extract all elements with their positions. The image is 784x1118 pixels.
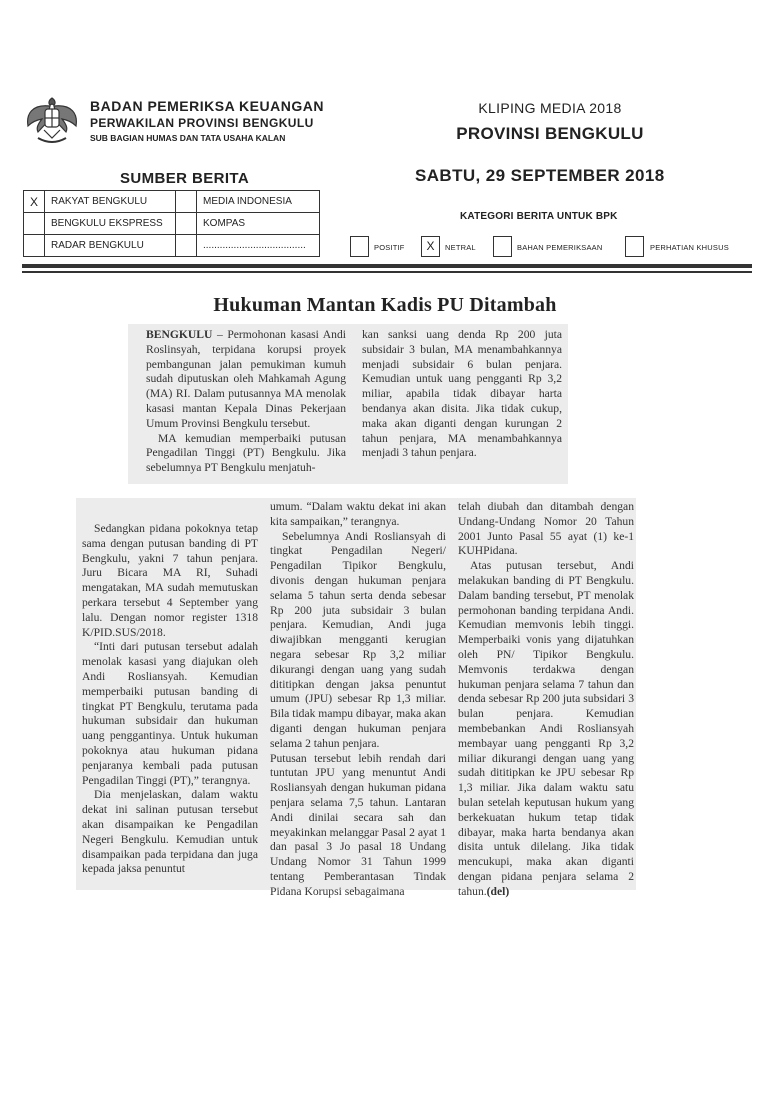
source-mark bbox=[24, 213, 45, 235]
article-paragraph: telah diubah dan ditambah dengan Undang-Undang Nomor 20 Tahun 2001 Junto Pasal 55 ayat (1) ke-1 KUHPidana. bbox=[458, 500, 634, 558]
article-headline: Hukuman Mantan Kadis PU Ditambah bbox=[213, 294, 557, 316]
source-mark bbox=[24, 235, 45, 257]
article-clip-top bbox=[128, 324, 568, 484]
source-row bbox=[24, 235, 320, 257]
category-label-netral: NETRAL bbox=[445, 243, 476, 252]
article-paragraph: MA kemudian memperbaiki putusan Pengadilan Tinggi (PT) Bengkulu. Jika sebelumnya PT Bengkulu menjatuh- bbox=[146, 431, 346, 475]
category-label-bahan-pemeriksaan: BAHAN PEMERIKSAAN bbox=[517, 243, 603, 252]
category-checkbox-bahan-pemeriksaan[interactable] bbox=[493, 236, 512, 257]
article-paragraph: Sebelumnya Andi Rosliansyah di tingkat Pengadilan Negeri/ Pengadilan Tipikor Bengkulu, divonis dengan hukuman penjara selama 5 tahun serta denda sebesar Rp 200 juta subsidair 3 bulan penjara. Kemudian, Andi juga diwajibkan mengganti kerugian negara sebesar Rp 3,2 miliar dikurangi dengan uang yang sudah dititipkan dengan jaksa penuntut umum (JPU) sebesar Rp 1,3 miliar. Bila tidak mampu dibayar, maka akan diganti dengan hukuman penjara selama 2 tahun penjara. bbox=[270, 529, 446, 750]
article-paragraph: umum. “Dalam waktu dekat ini akan kita sampaikan,” terangnya. bbox=[270, 500, 446, 528]
source-label: SUMBER BERITA bbox=[120, 170, 250, 187]
source-mark: X bbox=[24, 191, 45, 213]
kliping-title: KLIPING MEDIA 2018 bbox=[478, 100, 622, 116]
article-paragraph: – Permohonan kasasi Andi Roslinsyah, terpidana korupsi proyek pembangunan jalan pemukiman kumuh sudah diputuskan oleh Mahkamah Agung (MA) RI. Dalam putusannya MA menolak kasasi mantan Kepala Dinas Pekerjaan Umum Provinsi Bengkulu tersebut. bbox=[146, 328, 346, 430]
category-label-perhatian-khusus: PERHATIAN KHUSUS bbox=[650, 243, 729, 252]
source-mark bbox=[176, 213, 197, 235]
article-column bbox=[362, 328, 562, 461]
article-paragraph: Atas putusan tersebut, Andi melakukan banding di PT Bengkulu. Dalam banding tersebut, PT menolak permohonan banding terpidana Andi. Kemudian memvonis lebih tinggi. Memperbaiki vonis yang dijatuhkan oleh PN/ Tipikor Bengkulu. Memvonis terdakwa dengan hukuman penjara selama 7 tahun dan denda sebesar Rp 200 juta subsidari 3 bulan penjara. Kemudian membebankan Andi Rosliansyah membayar uang pengganti Rp 3,2 miliar dikurangi dengan uang yang sudah dititipkan ke JPU sebesar Rp 1,3 miliar. Jika dalam waktu satu bulan setelah keputusan hukum yang berkekuatan hukum tetap tidak dibayar, maka harta bendanya akan disita untuk dilelang. Jika tidak mencukupi, maka akan diganti dengan pidana penjara selama 2 tahun. bbox=[458, 559, 634, 898]
source-name: MEDIA INDONESIA bbox=[197, 191, 320, 213]
article-column bbox=[146, 328, 346, 476]
source-name: BENGKULU EKSPRESS bbox=[45, 213, 176, 235]
category-label: KATEGORI BERITA UNTUK BPK bbox=[460, 211, 618, 222]
source-mark bbox=[176, 235, 197, 257]
category-checkbox-perhatian-khusus[interactable] bbox=[625, 236, 644, 257]
source-name: RADAR BENGKULU bbox=[45, 235, 176, 257]
article-paragraph: Putusan tersebut lebih rendah dari tuntutan JPU yang menuntut Andi Rosliansyah dengan hukuman pidana penjara selama 7,5 tahun. Lantaran Andi dinilai secara sah dan meyakinkan melanggar Pasal 2 ayat 1 dan pasal 3 Jo pasal 18 Undang Undang Nomor 31 Tahun 1999 tentang Pemberantasan Tindak Pidana Korupsi sebagaimana bbox=[270, 751, 446, 898]
header-divider bbox=[22, 264, 752, 268]
category-label-positif: POSITIF bbox=[374, 243, 405, 252]
source-row bbox=[24, 213, 320, 235]
source-name: RAKYAT BENGKULU bbox=[45, 191, 176, 213]
header-divider bbox=[22, 271, 752, 273]
province-title: PROVINSI BENGKULU bbox=[456, 124, 644, 143]
article-column bbox=[458, 500, 634, 900]
organization-block bbox=[90, 98, 324, 143]
source-mark bbox=[176, 191, 197, 213]
article-paragraph: “Inti dari putusan tersebut adalah menolak kasasi yang diajukan oleh Andi Rosliansyah. Kemudian memperbaiki putusan banding di tingkat PT Bengkulu, terutama pada hukuman subsidair dan hukuman uang penggantinya. Untuk hukuman pokoknya atau hukuman pidana penjaranya kembali pada putusan Pengadilan Tinggi (PT),” terangnya. bbox=[82, 640, 258, 787]
article-paragraph: Dia menjelaskan, dalam waktu dekat ini salinan putusan tersebut akan disampaikan ke Pengadilan Negeri Bengkulu. Kemudian untuk disampaikan pada terpidana dan juga kepada jaksa penuntut bbox=[82, 788, 258, 876]
category-checkbox-positif[interactable] bbox=[350, 236, 369, 257]
article-signoff: (del) bbox=[486, 884, 510, 898]
org-subdivision: SUB BAGIAN HUMAS DAN TATA USAHA KALAN bbox=[90, 133, 286, 143]
kliping-block bbox=[420, 100, 680, 144]
org-branch: PERWAKILAN PROVINSI BENGKULU bbox=[90, 116, 314, 130]
source-name: ..................................... bbox=[197, 235, 320, 257]
article-column bbox=[270, 500, 446, 900]
news-source-table bbox=[23, 190, 320, 257]
article-paragraph: Sedangkan pidana pokoknya tetap sama dengan putusan banding di PT Bengkulu, yakni 7 tahun penjara. Juru Bicara MA RI, Suhadi mengatakan, MA sudah memutuskan perkara tersebut 4 September yang lalu. Dengan nomor register 1318 K/PID.SUS/2018. bbox=[82, 522, 258, 639]
source-name: KOMPAS bbox=[197, 213, 320, 235]
org-name: BADAN PEMERIKSA KEUANGAN bbox=[90, 98, 324, 114]
article-column bbox=[82, 522, 258, 877]
article-dateline: BENGKULU bbox=[146, 328, 213, 341]
article-clip-bottom bbox=[76, 498, 636, 898]
garuda-emblem-icon bbox=[22, 92, 82, 150]
article-paragraph: kan sanksi uang denda Rp 200 juta subsidair 3 bulan, MA menambahkannya menjadi subsidair 6 bulan penjara. Kemudian untuk uang pengganti Rp 3,2 miliar, apabila tidak dibayar harta bendanya akan disita. Jika tidak cukup, maka akan diganti dengan kurungan 2 tahun penjara, MA menambahkannya menjadi 3 tahun penjara. bbox=[362, 328, 562, 460]
category-checkbox-netral[interactable]: X bbox=[421, 236, 440, 257]
publication-date: SABTU, 29 SEPTEMBER 2018 bbox=[415, 166, 665, 185]
source-row bbox=[24, 191, 320, 213]
